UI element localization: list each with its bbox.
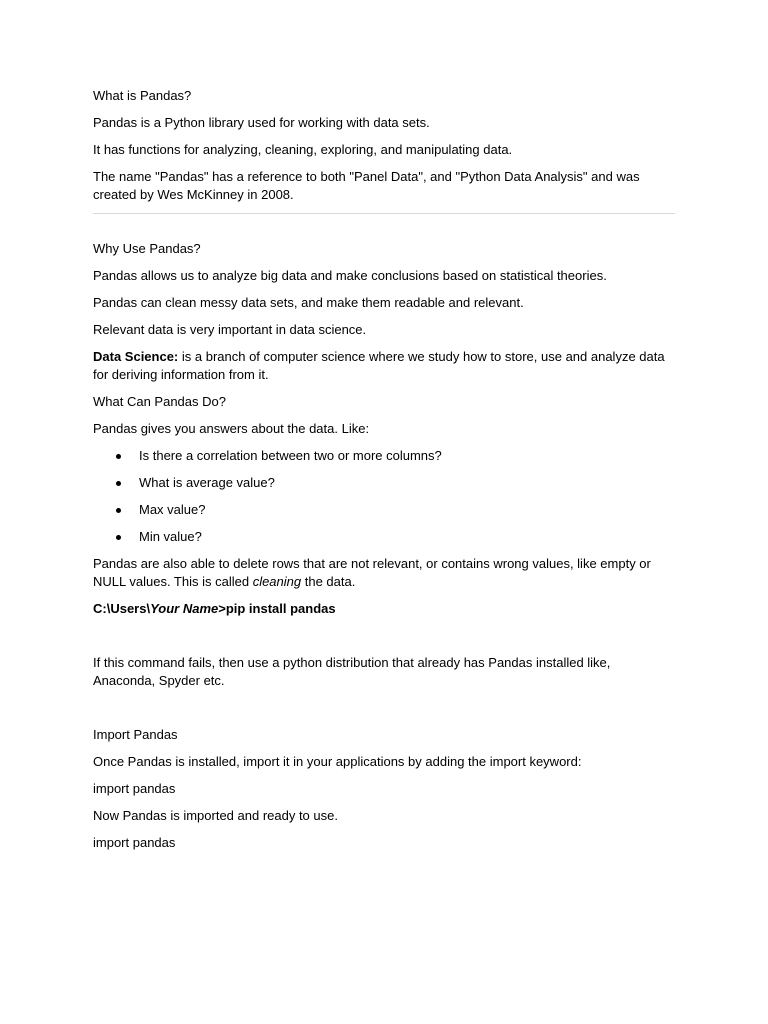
data-science-term: Data Science: [93, 349, 179, 364]
horizontal-divider [93, 213, 675, 214]
list-item-text: Is there a correlation between two or more columns? [139, 448, 442, 463]
list-item-text: What is average value? [139, 475, 275, 490]
cleaning-paragraph [93, 555, 675, 591]
paragraph: Pandas allows us to analyze big data and make conclusions based on statistical theories. [93, 268, 607, 283]
list-item-text: Min value? [139, 529, 202, 544]
data-science-definition [93, 348, 675, 384]
bullet-icon [116, 508, 121, 513]
paragraph: Now Pandas is imported and ready to use. [93, 808, 338, 823]
paragraph: Pandas gives you answers about the data. Like: [93, 421, 370, 436]
list-item-text: Max value? [139, 502, 206, 517]
list-item [93, 447, 675, 465]
paragraph: It has functions for analyzing, cleaning, exploring, and manipulating data. [93, 142, 513, 157]
heading-import-pandas: Import Pandas [93, 727, 178, 742]
list-item [93, 474, 675, 492]
paragraph: Pandas is a Python library used for working with data sets. [93, 115, 430, 130]
bullet-icon [116, 481, 121, 486]
code-line: import pandas [93, 781, 176, 796]
heading-why-use-pandas: Why Use Pandas? [93, 241, 201, 256]
blank-line [93, 627, 675, 654]
list-item [93, 501, 675, 519]
data-science-text: is a branch of computer science where we study how to store, use and analyze data for deriving information from it. [93, 349, 665, 382]
cleaning-term: cleaning [252, 574, 302, 589]
document-body [93, 87, 675, 861]
question-list [93, 447, 675, 546]
command-prefix: C:\Users\ [93, 601, 151, 616]
command-user: Your Name [150, 601, 219, 616]
code-line: import pandas [93, 835, 176, 850]
list-item [93, 528, 675, 546]
heading-what-can-pandas-do: What Can Pandas Do? [93, 394, 226, 409]
paragraph: If this command fails, then use a python distribution that already has Pandas installed like, Anaconda, Spyder etc. [93, 655, 611, 688]
blank-line [93, 699, 675, 726]
paragraph: Relevant data is very important in data science. [93, 322, 367, 337]
install-command [93, 600, 675, 618]
command-suffix: >pip install pandas [218, 601, 336, 616]
cleaning-text-before: Pandas are also able to delete rows that are not relevant, or contains wrong values, like empty or NULL values. This is called [93, 556, 651, 589]
cleaning-text-after: the data. [301, 574, 356, 589]
paragraph: Pandas can clean messy data sets, and make them readable and relevant. [93, 295, 524, 310]
paragraph: The name "Pandas" has a reference to both "Panel Data", and "Python Data Analysis" and was created by Wes McKinney in 2008. [93, 169, 640, 202]
heading-what-is-pandas: What is Pandas? [93, 88, 192, 103]
paragraph: Once Pandas is installed, import it in your applications by adding the import keyword: [93, 754, 582, 769]
bullet-icon [116, 454, 121, 459]
bullet-icon [116, 535, 121, 540]
